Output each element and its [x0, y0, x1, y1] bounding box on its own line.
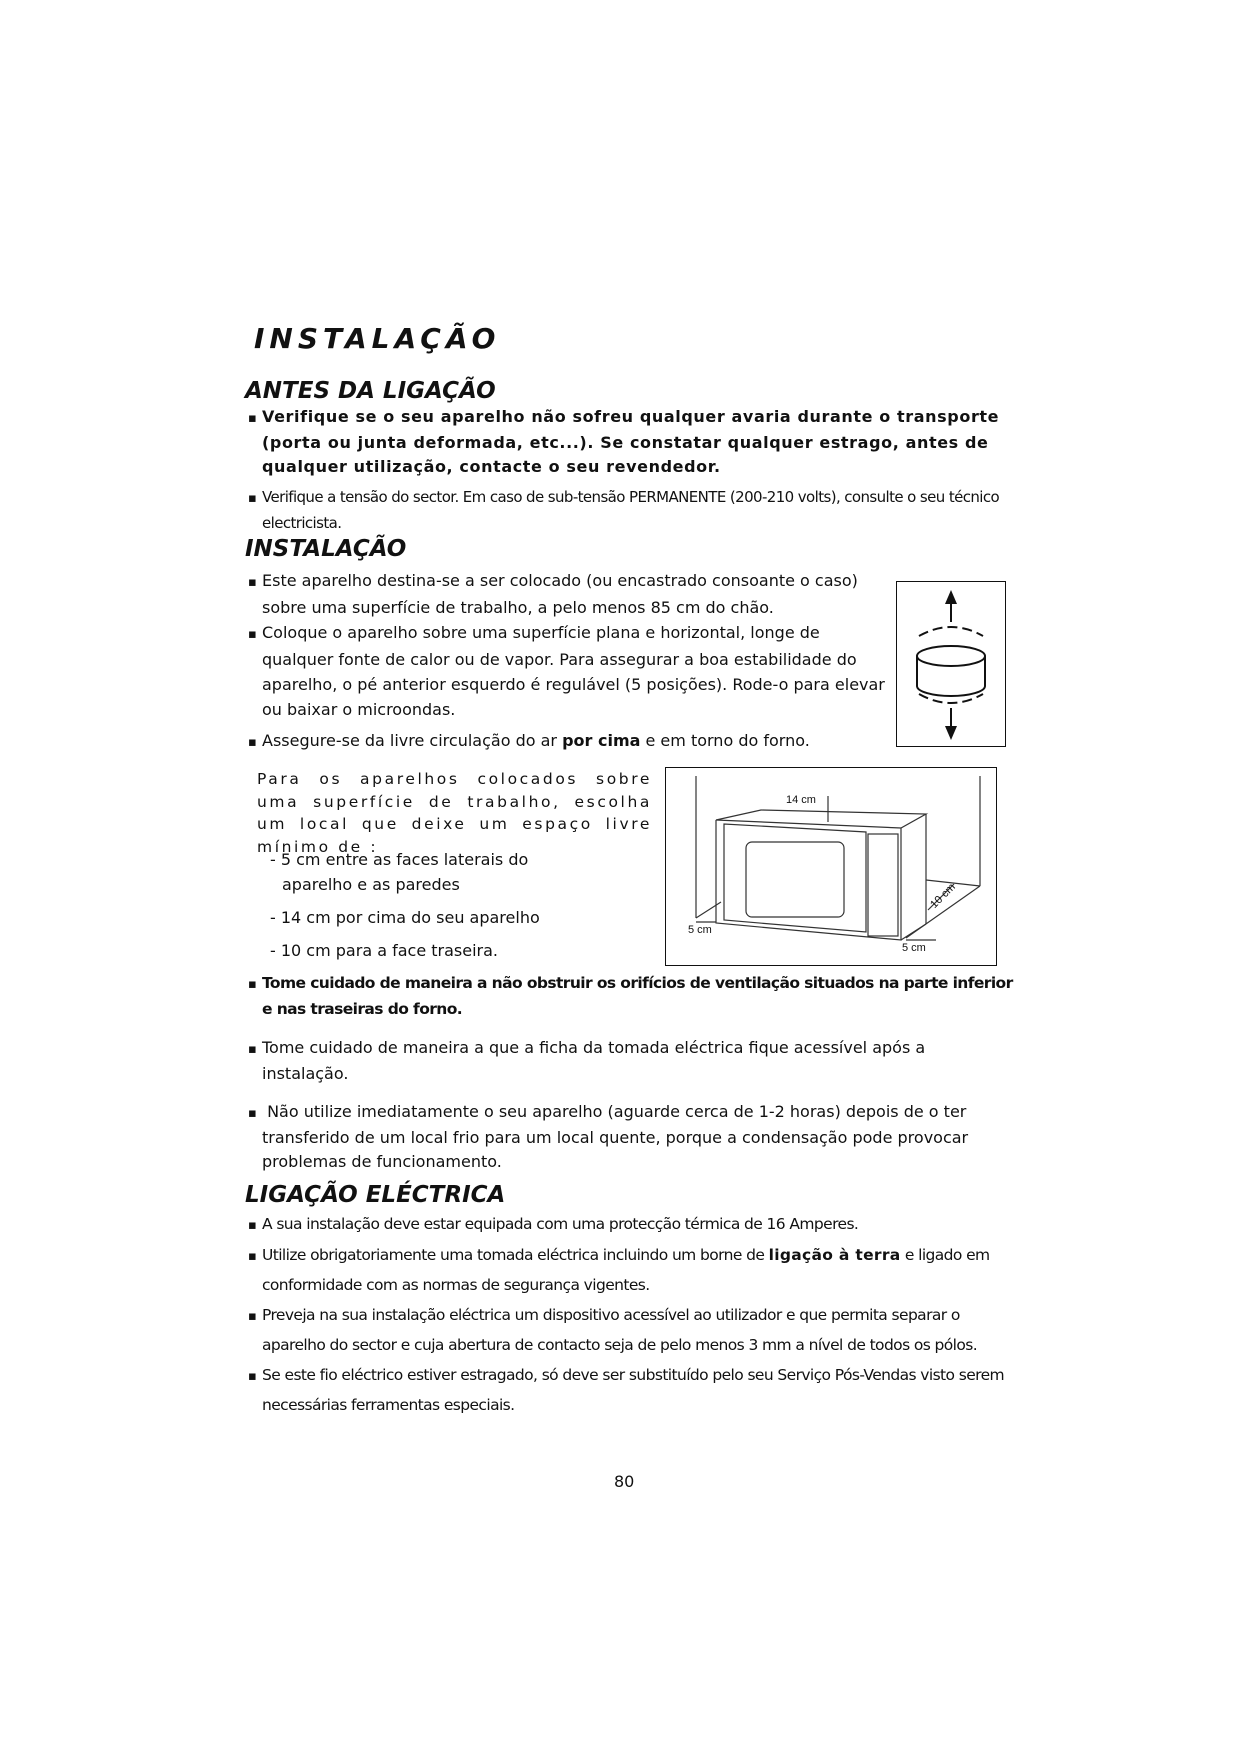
- ventilation-warning: ▪ Tome cuidado de maneira a não obstruir os orifícios de ventilação situados na parte inferior e nas traseiras do forno.: [248, 971, 1017, 1021]
- thermal-protection-item: ▪ A sua instalação deve estar equipada com uma protecção térmica de 16 Amperes.: [248, 1210, 1008, 1241]
- clearance-side: - 5 cm entre as faces laterais do aparelho e as paredes: [270, 850, 529, 894]
- placement-item: ▪ Este aparelho destina-se a ser colocado (ou encastrado consoante o caso) sobre uma superfície de trabalho, a pelo menos 85 cm do chão.: [248, 568, 888, 620]
- heading-electrica: LIGAÇÃO ELÉCTRICA: [245, 1182, 506, 1208]
- microwave-clearance-diagram: [665, 767, 997, 966]
- label-top-clearance: 14 cm: [786, 794, 816, 806]
- heading-antes: ANTES DA LIGAÇÃO: [245, 378, 496, 404]
- label-back-clearance: 10 cm: [928, 881, 958, 911]
- heading-instalacao: INSTALAÇÃO: [245, 536, 407, 562]
- label-right-clearance: 5 cm: [902, 942, 926, 954]
- clearance-top: - 14 cm por cima do seu aparelho: [270, 908, 540, 927]
- disconnect-device-item: ▪ Preveja na sua instalação eléctrica um dispositivo acessível ao utilizador e que permita separar o aparelho do sector e cuja abertura de contacto seja de pelo menos 3 mm a nível de todos os pólos.: [248, 1301, 1008, 1361]
- condensation-note: ▪ Não utilize imediatamente o seu aparelho (aguarde cerca de 1-2 horas) depois de o ter transferido de um local frio para um local quente, porque a condensação pode provocar problemas de funcionamento.: [248, 1100, 1002, 1174]
- plug-access-note: ▪ Tome cuidado de maneira a que a ficha da tomada eléctrica fique acessível após a instalação.: [248, 1036, 982, 1086]
- clearance-back: - 10 cm para a face traseira.: [270, 941, 499, 960]
- check-damage-item: ▪ Verifique se o seu aparelho não sofreu qualquer avaria durante o transporte (porta ou junta deformada, etc...). Se constatar qualquer estrago, antes de qualquer utilização, contacte o seu revendedor.: [248, 405, 1022, 479]
- clearance-intro: Para os aparelhos colocados sobre uma superfície de trabalho, escolha um local que deixe um espaço livre mínimo de :: [257, 770, 652, 856]
- page-number: 80: [614, 1472, 635, 1491]
- check-voltage-item: ▪ Verifique a tensão do sector. Em caso de sub-tensão PERMANENTE (200-210 volts), consulte o seu técnico electricista.: [248, 485, 1022, 535]
- earth-item: ▪ Utilize obrigatoriamente uma tomada eléctrica incluindo um borne de ligação à terra e ligado em conformidade com as normas de segurança vigentes.: [248, 1241, 1008, 1301]
- cable-replacement-item: ▪ Se este fio eléctrico estiver estragado, só deve ser substituído pelo seu Serviço Pós-Vendas visto serem necessárias ferramentas especiais.: [248, 1361, 1008, 1421]
- label-left-clearance: 5 cm: [688, 924, 712, 936]
- air-item: ▪ Assegure-se da livre circulação do ar por cima e em torno do forno.: [248, 728, 888, 755]
- level-item: ▪ Coloque o aparelho sobre uma superfície plana e horizontal, longe de qualquer fonte de calor ou de vapor. Para assegurar a boa estabilidade do aparelho, o pé anterior esquerdo é regulável (5 posições). Rode-o para elevar ou baixar o microondas.: [248, 620, 888, 722]
- page-title: INSTALAÇÃO: [254, 322, 501, 355]
- air-circulation-diagram: [896, 581, 1006, 747]
